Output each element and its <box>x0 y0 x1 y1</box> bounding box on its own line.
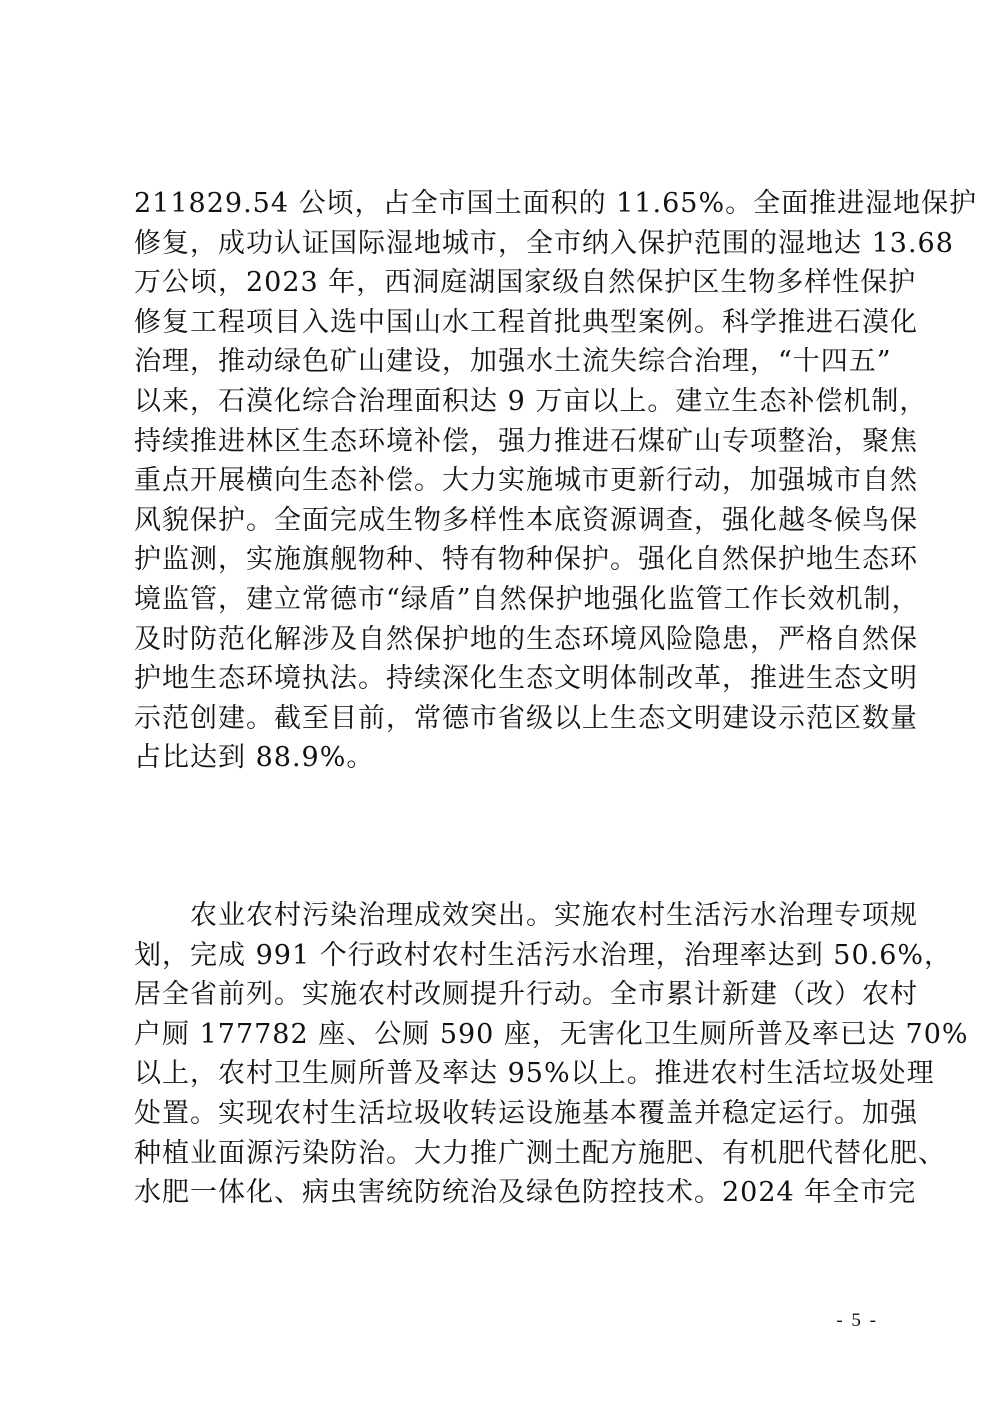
text-line: 及时防范化解涉及自然保护地的生态环境风险隐患，严格自然保 <box>134 623 918 655</box>
paragraph-ecological-protection <box>134 184 978 778</box>
text-line: 种植业面源污染防治。大力推广测土配方施肥、有机肥代替化肥、 <box>134 1137 946 1169</box>
text-line: 户厕 177782 座、公厕 590 座，无害化卫生厕所普及率已达 70% <box>134 1018 969 1050</box>
text-line: 水肥一体化、病虫害统防统治及绿色防控技术。2024 年全市完 <box>134 1177 917 1209</box>
text-line: 居全省前列。实施农村改厕提升行动。全市累计新建（改）农村 <box>134 979 918 1011</box>
text-line: 示范创建。截至目前，常德市省级以上生态文明建设示范区数量 <box>134 702 918 734</box>
text-line: 境监管，建立常德市“绿盾”自然保护地强化监管工作长效机制， <box>134 583 920 615</box>
text-line: 以上，农村卫生厕所普及率达 95%以上。推进农村生活垃圾处理 <box>134 1058 935 1090</box>
text-line: 211829.54 公顷，占全市国土面积的 11.65%。全面推进湿地保护 <box>134 188 978 219</box>
text-line: 治理，推动绿色矿山建设，加强水土流失综合治理，“十四五” <box>134 346 892 378</box>
text-line: 以来，石漠化综合治理面积达 9 万亩以上。建立生态补偿机制， <box>134 385 928 417</box>
text-line: 重点开展横向生态补偿。大力实施城市更新行动，加强城市自然 <box>134 465 918 497</box>
text-line: 修复工程项目入选中国山水工程首批典型案例。科学推进石漠化 <box>134 306 918 338</box>
text-line: 农业农村污染治理成效突出。实施农村生活污水治理专项规 <box>134 900 918 931</box>
text-line: 处置。实现农村生活垃圾收转运设施基本覆盖并稳定运行。加强 <box>134 1097 918 1129</box>
text-line: 持续推进林区生态环境补偿，强力推进石煤矿山专项整治，聚焦 <box>134 425 918 457</box>
text-line: 护地生态环境执法。持续深化生态文明体制改革，推进生态文明 <box>134 663 918 695</box>
text-line: 占比达到 88.9%。 <box>134 742 375 774</box>
text-line: 护监测，实施旗舰物种、特有物种保护。强化自然保护地生态环 <box>134 544 918 576</box>
text-line: 风貌保护。全面完成生物多样性本底资源调查，强化越冬候鸟保 <box>134 504 918 536</box>
paragraph-rural-pollution <box>134 896 969 1213</box>
text-line: 万公顷，2023 年，西洞庭湖国家级自然保护区生物多样性保护 <box>134 267 917 299</box>
page-number: - 5 - <box>836 1310 878 1331</box>
text-line: 划，完成 991 个行政村农村生活污水治理，治理率达到 50.6%， <box>134 939 953 971</box>
text-line: 修复，成功认证国际湿地城市，全市纳入保护范围的湿地达 13.68 <box>134 227 954 259</box>
